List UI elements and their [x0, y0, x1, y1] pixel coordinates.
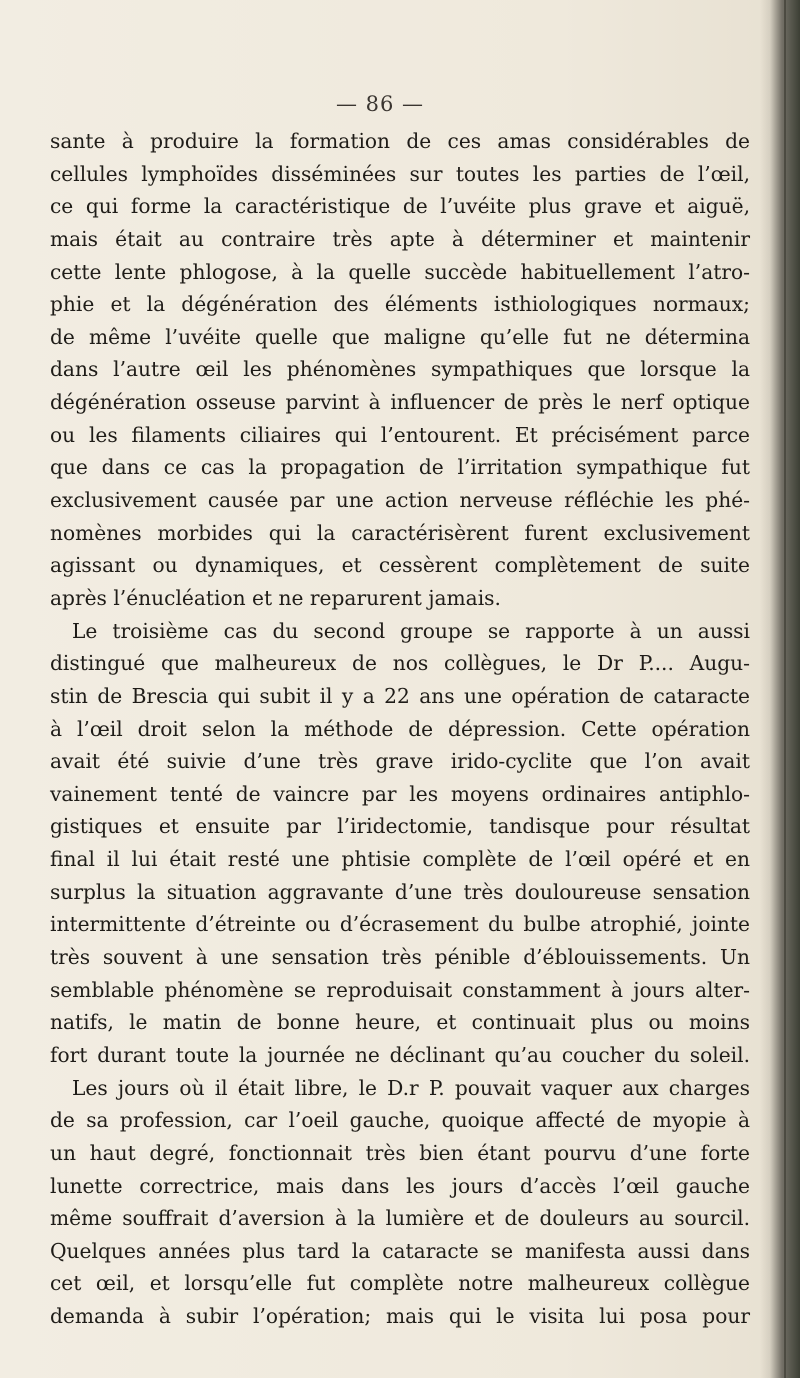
- text-line: intermittente d’étreinte ou d’écrasement du bulbe atrophié, jointe: [50, 912, 750, 937]
- text-line: de sa profession, car l’oeil gauche, quoique affecté de myopie à: [50, 1108, 750, 1133]
- text-line: lunette correctrice, mais dans les jours d’accès l’œil gauche: [50, 1173, 750, 1198]
- text-line: cet œil, et lorsqu’elle fut complète notre malheureux collègue: [50, 1271, 750, 1296]
- text-line: ou les filaments ciliaires qui l’entourent. Et précisément parce: [50, 422, 750, 447]
- text-line: stin de Brescia qui subit il y a 22 ans une opération de cataracte: [50, 683, 750, 708]
- text-line: nomènes morbides qui la caractérisèrent furent exclusivement: [50, 520, 750, 545]
- text-line: distingué que malheureux de nos collègues, le Dr P.... Augu-: [50, 651, 750, 676]
- text-line: cellules lymphoïdes disséminées sur toutes les parties de l’œil,: [50, 161, 750, 186]
- text-line: dégénération osseuse parvint à influencer de près le nerf optique: [50, 390, 750, 415]
- text-line: ce qui forme la caractéristique de l’uvéite plus grave et aiguë,: [50, 194, 750, 219]
- text-line: de même l’uvéite quelle que maligne qu’elle fut ne détermina: [50, 324, 750, 349]
- text-line: fort durant toute la journée ne déclinant qu’au coucher du soleil.: [50, 1042, 750, 1067]
- text-line: mais était au contraire très apte à déterminer et maintenir: [50, 226, 750, 251]
- text-line: Le troisième cas du second groupe se rapporte à un aussi: [72, 618, 750, 643]
- text-line: phie et la dégénération des éléments isthiologiques normaux;: [50, 292, 750, 317]
- text-line: même souffrait d’aversion à la lumière et de douleurs au sourcil.: [50, 1206, 750, 1231]
- text-line: que dans ce cas la propagation de l’irritation sympathique fut: [50, 455, 750, 480]
- book-binding-edge: [760, 0, 800, 1378]
- text-line: Quelques années plus tard la cataracte se manifesta aussi dans: [50, 1238, 750, 1263]
- text-line: très souvent à une sensation très pénible d’éblouissements. Un: [50, 945, 750, 970]
- text-line: gistiques et ensuite par l’iridectomie, tandisque pour résultat: [50, 814, 750, 839]
- text-line: cette lente phlogose, à la quelle succède habituellement l’atro-: [50, 259, 750, 284]
- text-line: avait été suivie d’une très grave irido-cyclite que l’on avait: [50, 749, 750, 774]
- text-line: exclusivement causée par une action nerveuse réfléchie les phé-: [50, 488, 750, 513]
- text-line: natifs, le matin de bonne heure, et continuait plus ou moins: [50, 1010, 750, 1035]
- body-text: [50, 125, 750, 1333]
- text-line: après l’énucléation et ne reparurent jamais.: [50, 585, 501, 610]
- text-line: surplus la situation aggravante d’une très douloureuse sensation: [50, 879, 750, 904]
- text-line: sante à produire la formation de ces amas considérables de: [50, 129, 750, 153]
- text-line: semblable phénomène se reproduisait constamment à jours alter-: [50, 977, 750, 1002]
- text-line: Les jours où il était libre, le D.r P. pouvait vaquer aux charges: [72, 1075, 750, 1100]
- text-line: demanda à subir l’opération; mais qui le visita lui posa pour: [50, 1304, 750, 1329]
- page-number-header: — 86 —: [335, 92, 425, 116]
- text-line: à l’œil droit selon la méthode de dépression. Cette opération: [50, 716, 750, 741]
- text-line: final il lui était resté une phtisie complète de l’œil opéré et en: [50, 847, 750, 872]
- text-line: vainement tenté de vaincre par les moyens ordinaires antiphlo-: [50, 781, 750, 806]
- text-line: agissant ou dynamiques, et cessèrent complètement de suite: [50, 553, 750, 578]
- text-line: un haut degré, fonctionnait très bien étant pourvu d’une forte: [50, 1140, 750, 1165]
- text-line: dans l’autre œil les phénomènes sympathiques que lorsque la: [50, 357, 750, 382]
